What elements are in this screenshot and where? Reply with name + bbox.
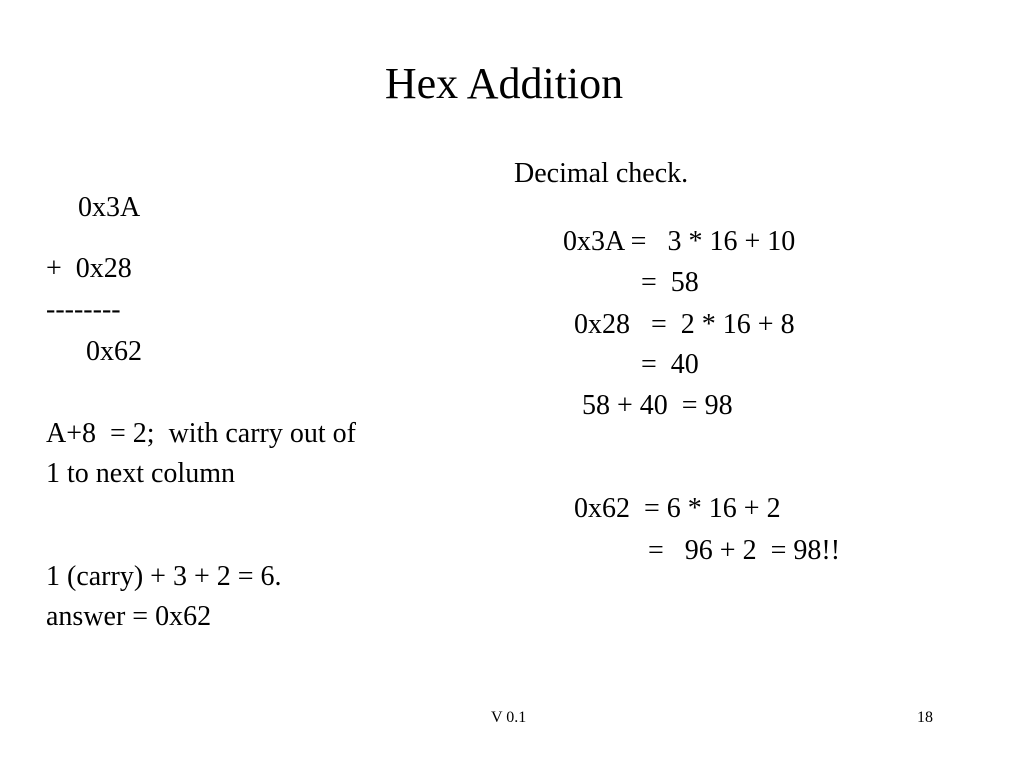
decimal-check-line-5: 58 + 40 = 98 [582, 390, 733, 421]
answer-line: answer = 0x62 [46, 601, 212, 632]
decimal-check-heading: Decimal check. [514, 158, 689, 189]
hex-sum: 0x62 [86, 336, 142, 367]
sum-divider: -------- [46, 294, 121, 325]
footer-version: V 0.1 [491, 709, 527, 726]
decimal-check-line-1: 0x3A = 3 * 16 + 10 [563, 226, 796, 257]
decimal-check-line-6: 0x62 = 6 * 16 + 2 [574, 493, 781, 524]
decimal-check-line-7: = 96 + 2 = 98!! [648, 535, 841, 566]
carry-note-line-1: A+8 = 2; with carry out of [46, 418, 356, 449]
carry-note-line-2: 1 to next column [46, 458, 235, 489]
hex-operand-2: + 0x28 [46, 253, 132, 284]
carry-sum-line: 1 (carry) + 3 + 2 = 6. [46, 561, 282, 592]
decimal-check-line-2: = 58 [641, 267, 699, 298]
decimal-check-line-3: 0x28 = 2 * 16 + 8 [574, 309, 795, 340]
footer-page-number: 18 [917, 709, 933, 726]
decimal-check-line-4: = 40 [641, 349, 699, 380]
hex-operand-1: 0x3A [78, 192, 141, 223]
slide-title: Hex Addition [384, 59, 624, 108]
